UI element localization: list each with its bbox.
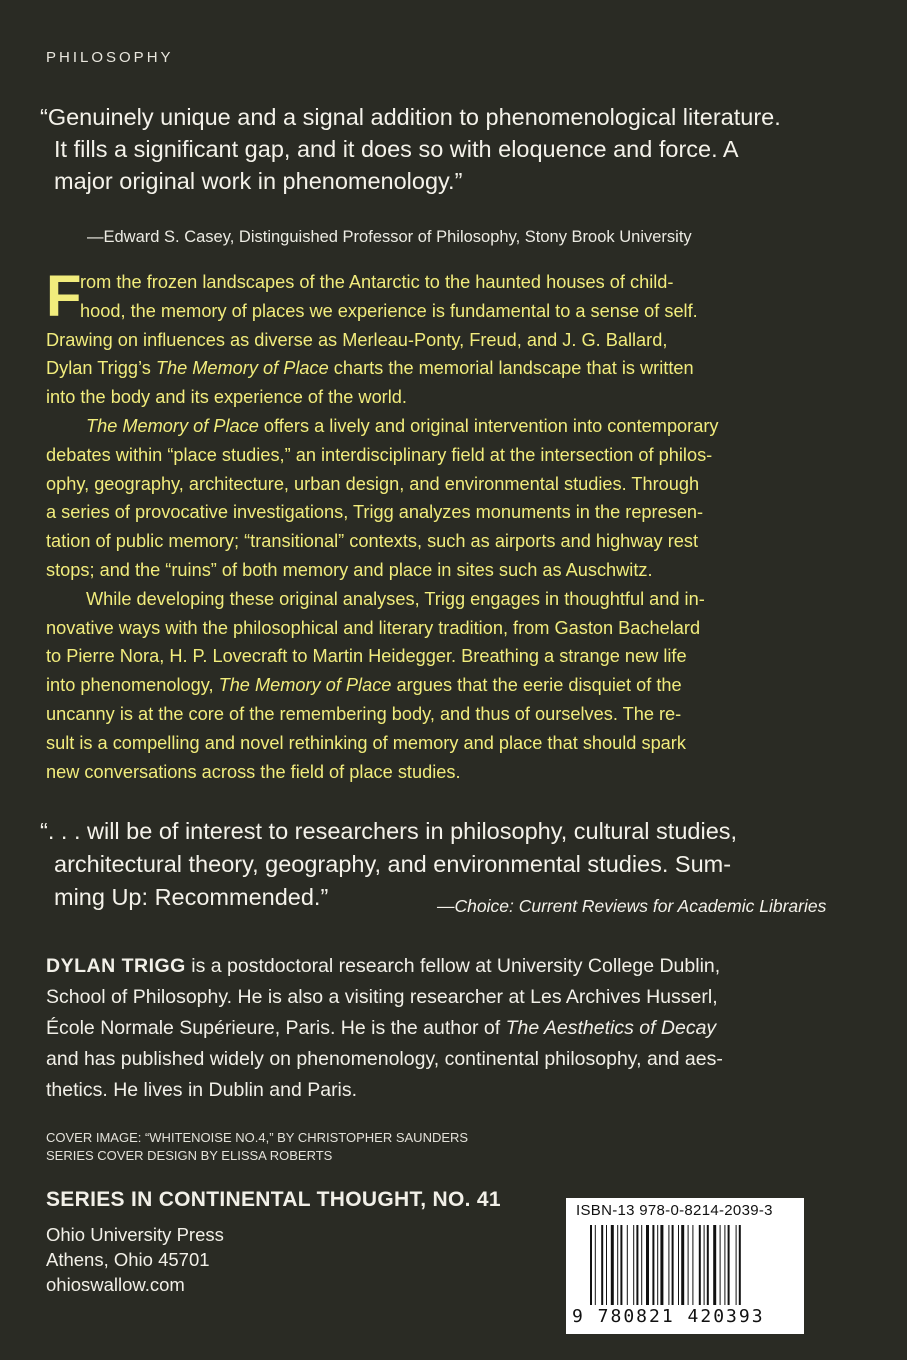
description-paragraph-1 <box>46 264 866 412</box>
quote-line: It fills a significant gap, and it does so with eloquence and force. A <box>54 136 739 162</box>
review-quote-choice <box>40 815 870 914</box>
barcode-bar <box>590 1225 592 1305</box>
barcode-digits: 9 780821 420393 <box>572 1306 765 1327</box>
text-line: into phenomenology, The Memory of Place argues that the eerie disquiet of the <box>46 675 682 696</box>
text-line: new conversations across the field of place studies. <box>46 761 461 782</box>
text-line: rom the frozen landscapes of the Antarctic to the haunted houses of child- <box>80 272 674 292</box>
text-line: ophy, geography, architecture, urban design, and environmental studies. Through <box>46 473 700 494</box>
barcode-bar <box>606 1225 607 1305</box>
barcode-bar <box>620 1225 622 1305</box>
text-line: School of Philosophy. He is also a visiting researcher at Les Archives Husserl, <box>46 986 718 1008</box>
quote-line: ming Up: Recommended.” <box>54 884 329 910</box>
text-line: While developing these original analyses, Trigg engages in thoughtful and in- <box>86 588 705 609</box>
barcode-bar <box>636 1225 638 1305</box>
credit-line: SERIES COVER DESIGN BY ELISSA ROBERTS <box>46 1148 333 1163</box>
text-line: to Pierre Nora, H. P. Lovecraft to Martin Heidegger. Breathing a strange new life <box>46 646 687 667</box>
barcode-bar <box>601 1225 603 1305</box>
barcode-bar <box>736 1225 737 1305</box>
text-line: Drawing on influences as diverse as Merleau-Ponty, Freud, and J. G. Ballard, <box>46 329 668 350</box>
barcode-bar <box>657 1225 658 1305</box>
barcode-bar <box>688 1225 689 1305</box>
barcode-bar <box>617 1225 618 1305</box>
author-bio <box>46 951 866 1106</box>
text-line: DYLAN TRIGG is a postdoctoral research fellow at University College Dublin, <box>46 955 721 977</box>
barcode-bar <box>678 1225 679 1305</box>
text-line: The Memory of Place offers a lively and original intervention into contemporary <box>86 415 719 436</box>
text-line: stops; and the “ruins” of both memory and place in sites such as Auschwitz. <box>46 559 653 580</box>
description-paragraph-3 <box>46 585 866 787</box>
barcode-bar <box>713 1225 716 1305</box>
quote-line: architectural theory, geography, and environmental studies. Sum- <box>54 851 732 877</box>
quote-line: “Genuinely unique and a signal addition to phenomenological literature. <box>40 104 781 130</box>
barcode-bar <box>707 1225 709 1305</box>
barcode-bar <box>672 1225 674 1305</box>
barcode-bar <box>646 1225 649 1305</box>
credit-line: COVER IMAGE: “WHITENOISE NO.4,” BY CHRISTOPHER SAUNDERS <box>46 1130 469 1145</box>
book-description <box>46 264 866 786</box>
barcode-bar <box>652 1225 654 1305</box>
text-line: tation of public memory; “transitional” contexts, such as airports and highway rest <box>46 531 699 552</box>
category-label: PHILOSOPHY <box>46 49 174 66</box>
series-title: SERIES IN CONTINENTAL THOUGHT, NO. 41 <box>46 1188 501 1211</box>
barcode-bar <box>611 1225 614 1305</box>
publisher-website: ohioswallow.com <box>46 1274 185 1295</box>
review-quote-casey <box>40 101 870 197</box>
quote-attribution: —Edward S. Casey, Distinguished Professor of Philosophy, Stony Brook University <box>87 228 692 246</box>
barcode-bar <box>633 1225 634 1305</box>
barcode-bar <box>724 1225 725 1305</box>
barcode-bar <box>641 1225 642 1305</box>
text-line: debates within “place studies,” an interdisciplinary field at the intersection of philos- <box>46 444 713 465</box>
isbn-label: ISBN-13 978-0-8214-2039-3 <box>576 1202 773 1219</box>
publisher-info <box>46 1222 224 1297</box>
barcode-bar <box>595 1225 596 1305</box>
text-line: thetics. He lives in Dublin and Paris. <box>46 1079 358 1101</box>
text-line: novative ways with the philosophical and literary tradition, from Gaston Bachelard <box>46 617 701 638</box>
publisher-name: Ohio University Press <box>46 1224 224 1245</box>
barcode-bars <box>590 1225 790 1305</box>
text-line: sult is a compelling and novel rethinking of memory and place that should spark <box>46 732 686 753</box>
barcode-bar <box>660 1225 663 1305</box>
isbn-barcode <box>566 1198 804 1334</box>
drop-cap: F <box>46 264 82 329</box>
barcode-bar <box>739 1225 741 1305</box>
barcode-bar <box>681 1225 684 1305</box>
publisher-address: Athens, Ohio 45701 <box>46 1249 210 1270</box>
quote-line: “. . . will be of interest to researchers in philosophy, cultural studies, <box>40 818 738 844</box>
quote-attribution: —Choice: Current Reviews for Academic Libraries <box>437 896 827 916</box>
barcode-bar <box>720 1225 721 1305</box>
description-paragraph-2 <box>46 412 866 585</box>
barcode-bar <box>668 1225 669 1305</box>
text-line: into the body and its experience of the world. <box>46 387 407 408</box>
text-line: a series of provocative investigations, Trigg analyzes monuments in the represen- <box>46 502 704 523</box>
text-line: hood, the memory of places we experience is fundamental to a sense of self. <box>80 300 698 321</box>
text-line: uncanny is at the core of the remembering body, and thus of ourselves. The re- <box>46 703 682 724</box>
barcode-bar <box>699 1225 701 1305</box>
text-line: and has published widely on phenomenology, continental philosophy, and aes- <box>46 1048 723 1070</box>
author-name: DYLAN TRIGG <box>46 955 186 977</box>
cover-credits <box>46 1129 468 1165</box>
barcode-bar <box>627 1225 628 1305</box>
text-line: École Normale Supérieure, Paris. He is the author of The Aesthetics of Decay <box>46 1017 717 1039</box>
barcode-bar <box>692 1225 693 1305</box>
text-line: Dylan Trigg’s The Memory of Place charts the memorial landscape that is written <box>46 358 694 379</box>
barcode-bar <box>704 1225 705 1305</box>
barcode-bar <box>728 1225 730 1305</box>
quote-line: major original work in phenomenology.” <box>54 168 463 194</box>
